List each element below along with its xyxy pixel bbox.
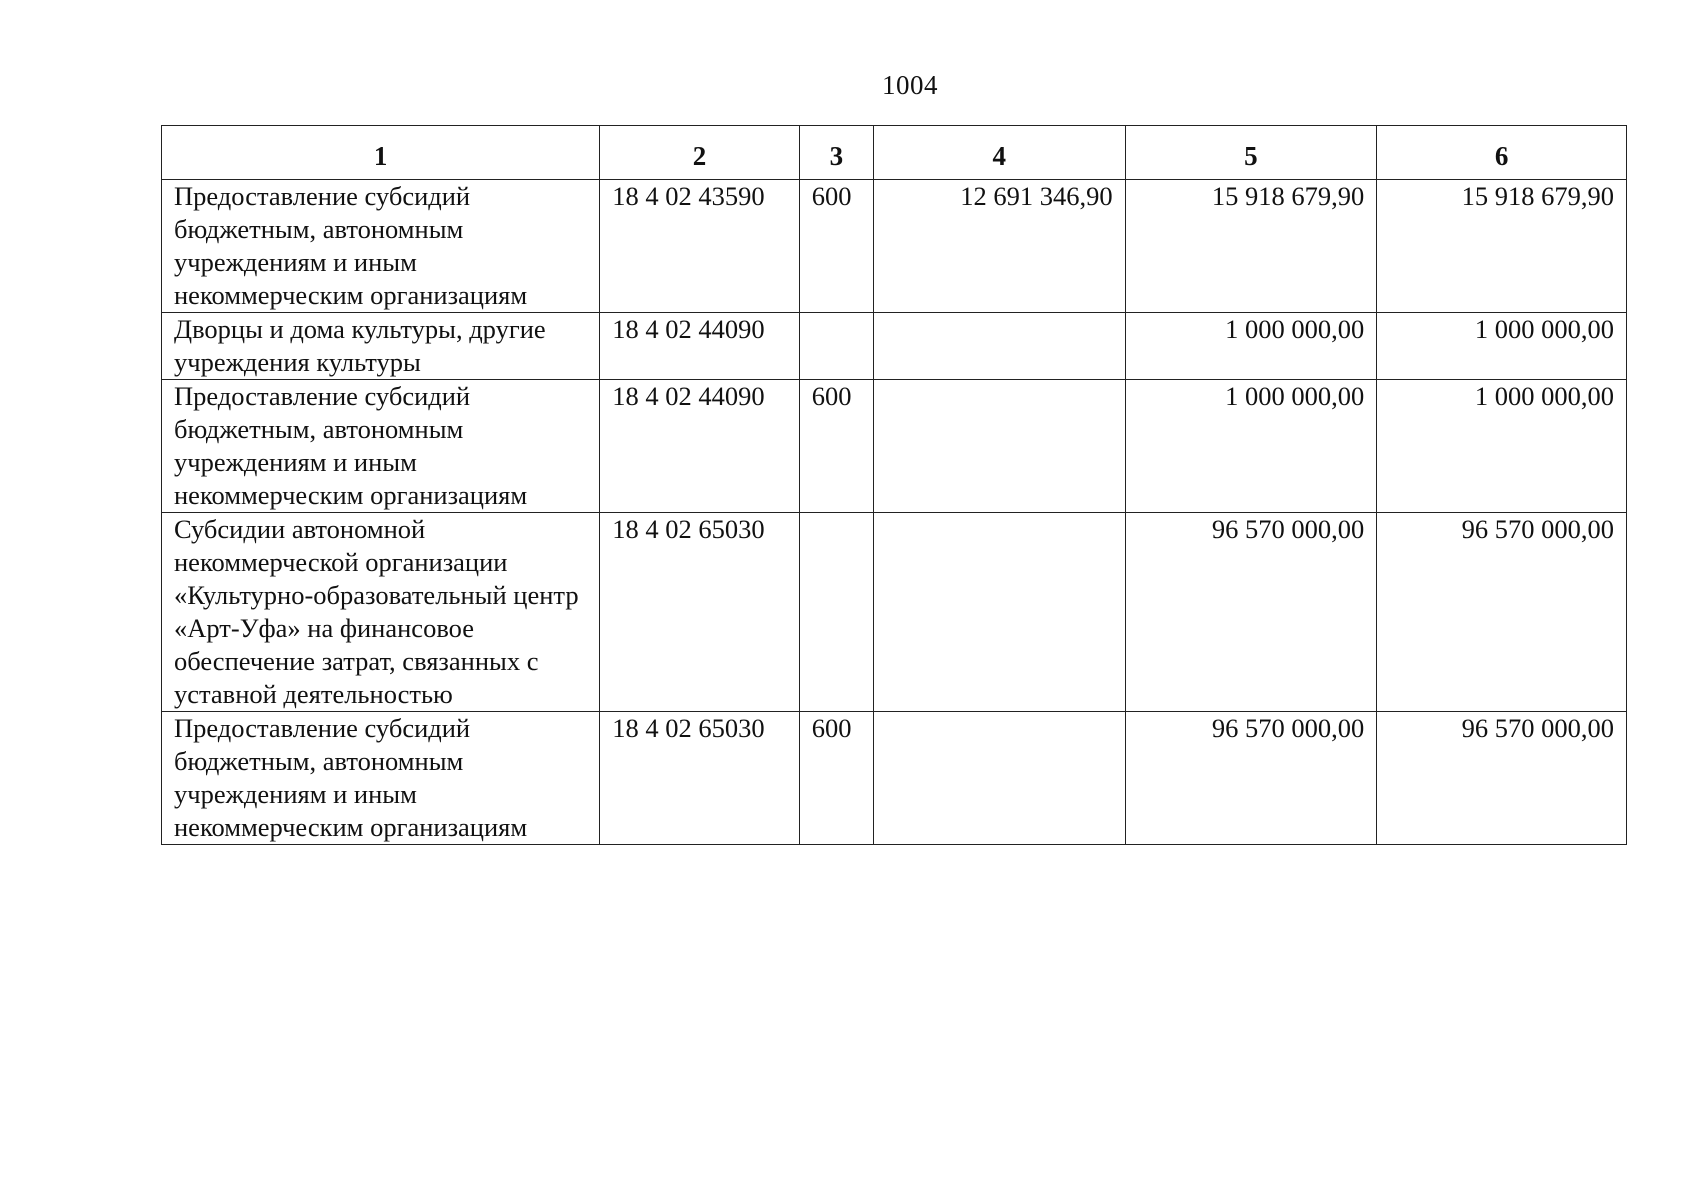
row-code: 18 4 02 44090 (600, 313, 800, 380)
row-name: Предоставление субсидий бюджетным, автономным учреждениям и иным некоммерческим организациям (162, 712, 600, 845)
budget-table (161, 125, 1627, 845)
row-code: 18 4 02 65030 (600, 712, 800, 845)
column-header-4: 4 (873, 126, 1125, 180)
row-value-6: 1 000 000,00 (1377, 313, 1627, 380)
row-value-6: 15 918 679,90 (1377, 180, 1627, 313)
row-value-5: 1 000 000,00 (1125, 380, 1377, 513)
column-header-2: 2 (600, 126, 800, 180)
column-header-5: 5 (1125, 126, 1377, 180)
row-value-5: 1 000 000,00 (1125, 313, 1377, 380)
row-type: 600 (799, 380, 873, 513)
row-code: 18 4 02 44090 (600, 380, 800, 513)
table-header-row (162, 126, 1627, 180)
row-code: 18 4 02 43590 (600, 180, 800, 313)
row-value-4 (873, 313, 1125, 380)
row-type: 600 (799, 712, 873, 845)
table-row (162, 180, 1627, 313)
row-code: 18 4 02 65030 (600, 513, 800, 712)
row-name: Предоставление субсидий бюджетным, автономным учреждениям и иным некоммерческим организациям (162, 380, 600, 513)
table-row (162, 513, 1627, 712)
row-value-4 (873, 712, 1125, 845)
row-name: Предоставление субсидий бюджетным, автономным учреждениям и иным некоммерческим организациям (162, 180, 600, 313)
row-value-6: 1 000 000,00 (1377, 380, 1627, 513)
row-value-5: 15 918 679,90 (1125, 180, 1377, 313)
table-row (162, 712, 1627, 845)
row-type (799, 313, 873, 380)
row-value-4: 12 691 346,90 (873, 180, 1125, 313)
page-number: 1004 (882, 70, 938, 100)
row-value-4 (873, 513, 1125, 712)
row-name: Субсидии автономной некоммерческой организации «Культурно-образовательный центр «Арт-Уфа» на финансовое обеспечение затрат, связанных с уставной деятельностью (162, 513, 600, 712)
row-type (799, 513, 873, 712)
column-header-6: 6 (1377, 126, 1627, 180)
row-value-5: 96 570 000,00 (1125, 513, 1377, 712)
table-row (162, 380, 1627, 513)
row-value-4 (873, 380, 1125, 513)
row-value-6: 96 570 000,00 (1377, 513, 1627, 712)
row-type: 600 (799, 180, 873, 313)
row-value-6: 96 570 000,00 (1377, 712, 1627, 845)
column-header-1: 1 (162, 126, 600, 180)
column-header-3: 3 (799, 126, 873, 180)
row-name: Дворцы и дома культуры, другие учреждения культуры (162, 313, 600, 380)
row-value-5: 96 570 000,00 (1125, 712, 1377, 845)
table-row (162, 313, 1627, 380)
